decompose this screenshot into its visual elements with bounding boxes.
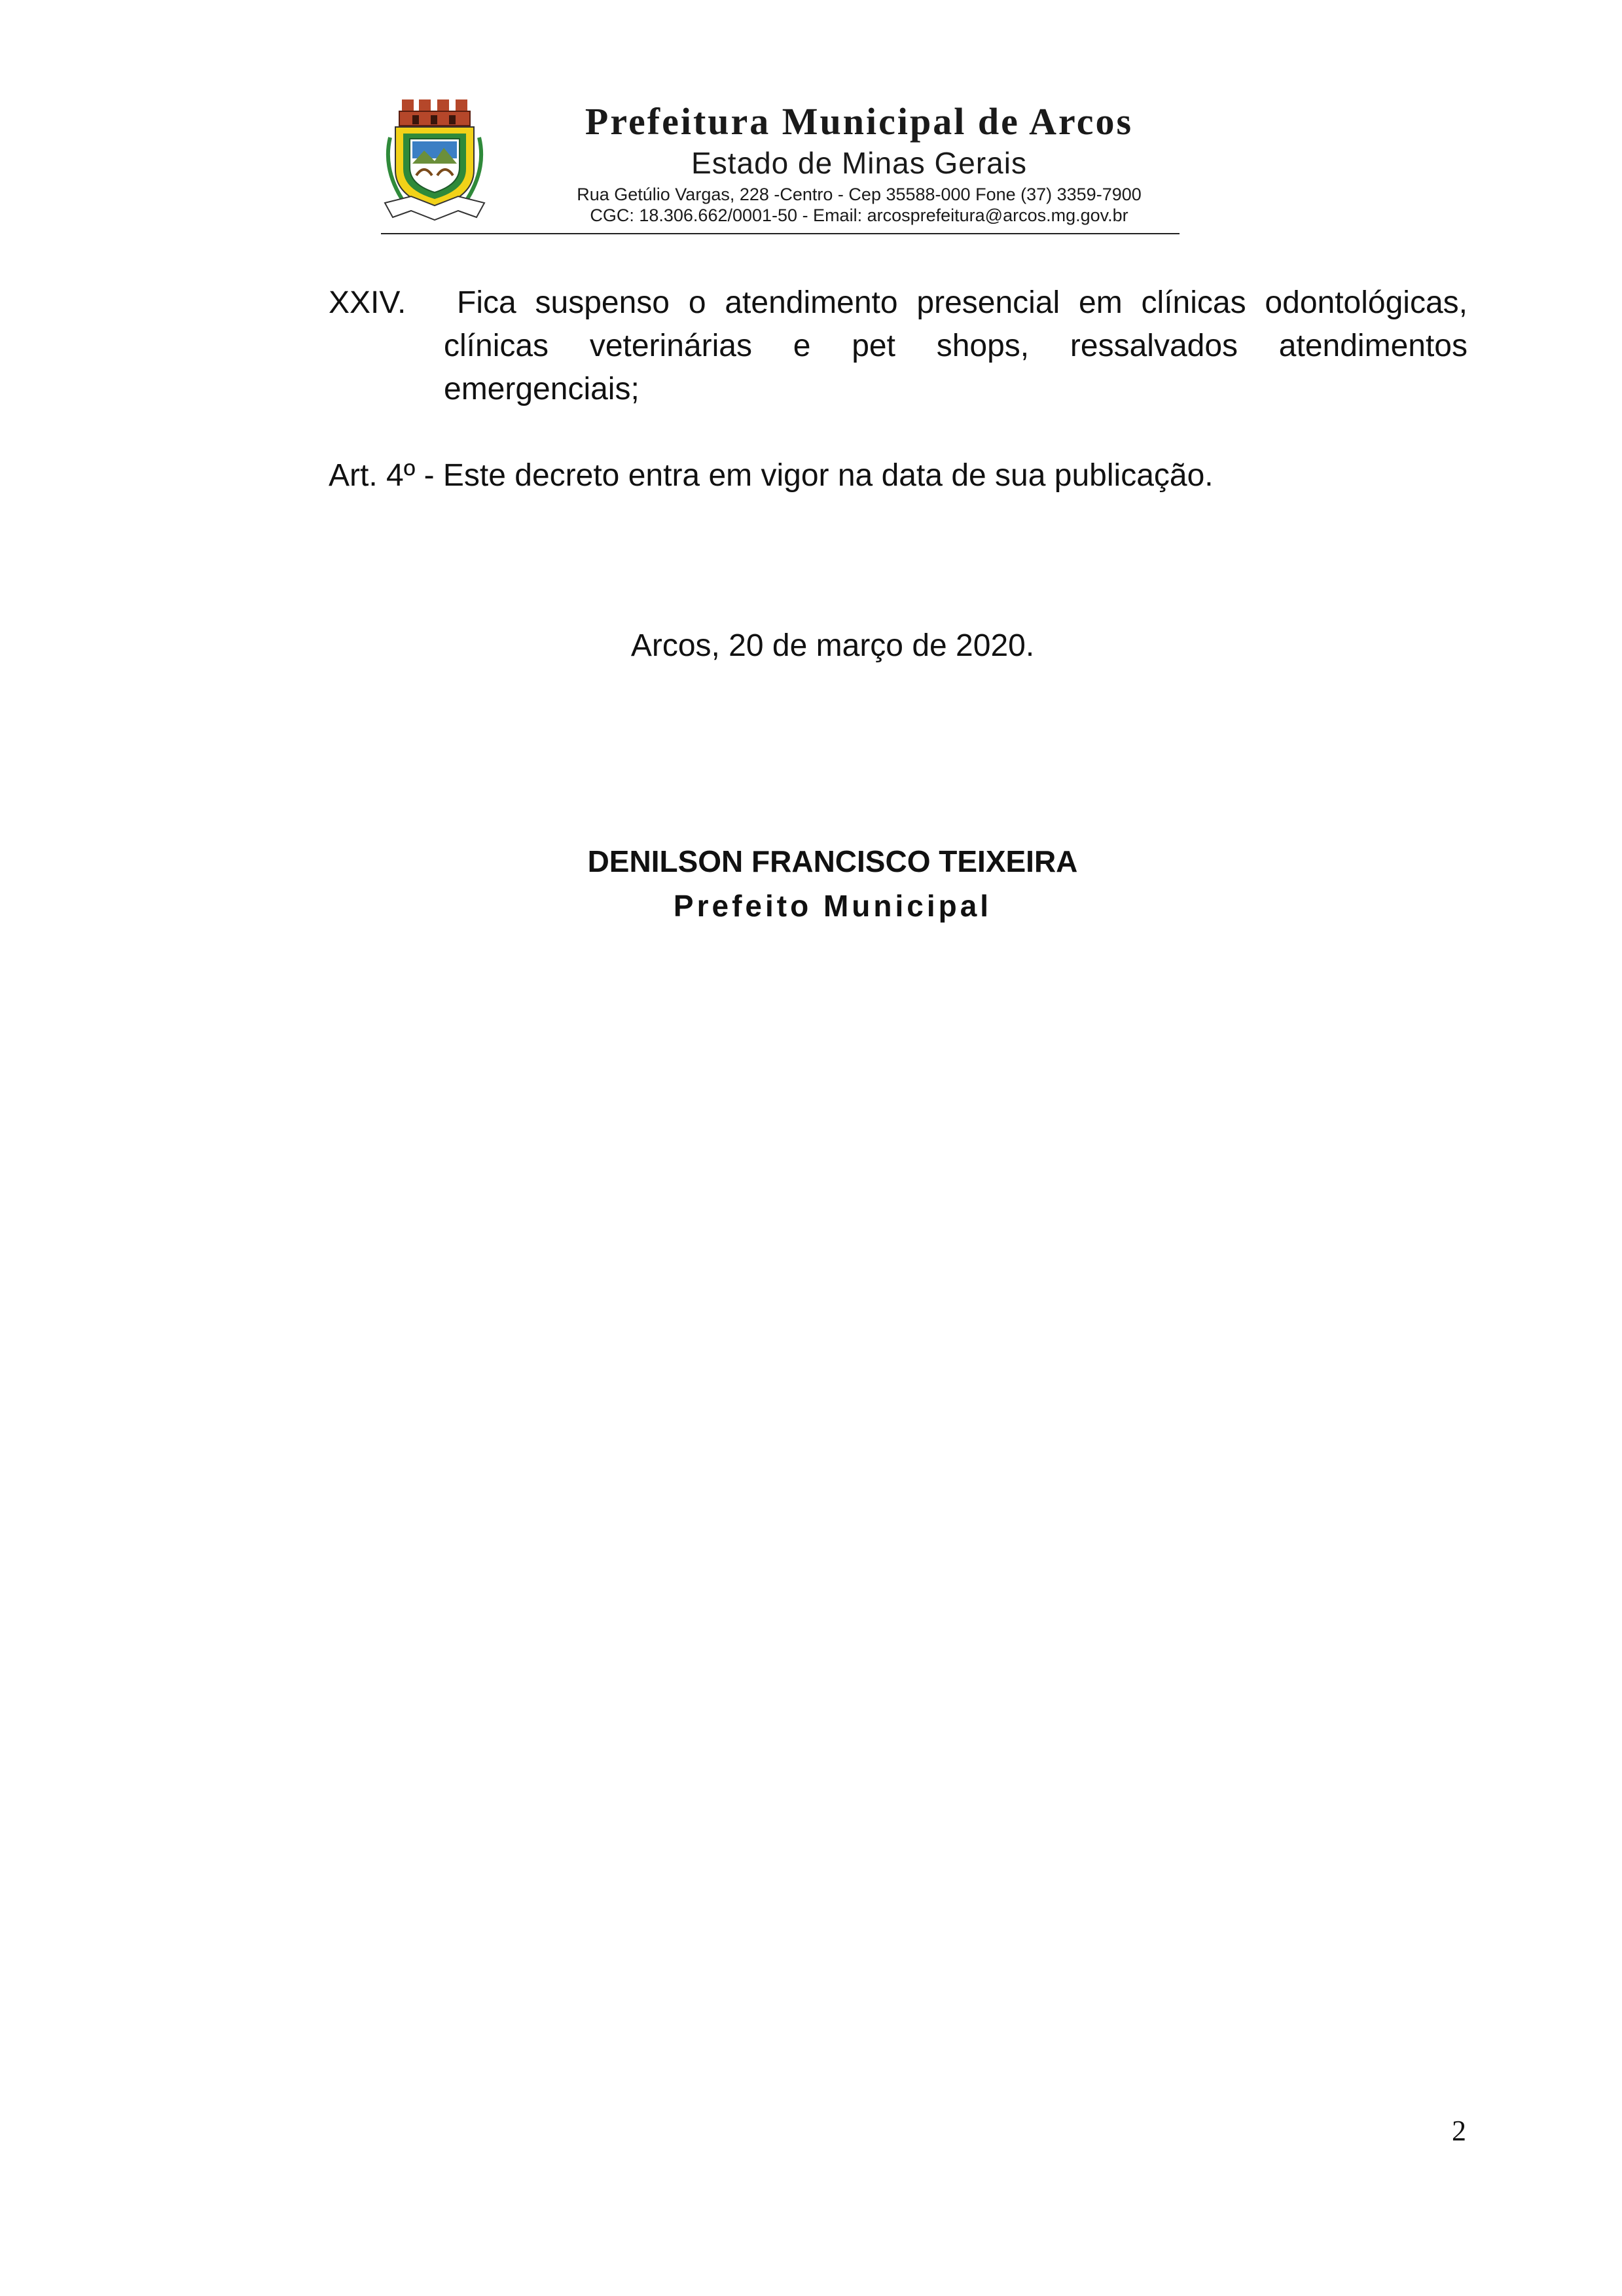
municipal-crest xyxy=(378,98,491,226)
date-line: Arcos, 20 de março de 2020. xyxy=(630,628,1035,663)
letterhead-title: Prefeitura Municipal de Arcos xyxy=(585,100,1134,143)
item-text: Fica suspenso o atendimento presencial em clínicas odontológicas, clínicas veterinárias e pet shops, ressalvados atendimentos emergenciais; xyxy=(444,285,1468,406)
letterhead-divider xyxy=(381,233,1180,234)
page-number: 2 xyxy=(1452,2115,1466,2147)
letterhead-address: Rua Getúlio Vargas, 228 -Centro - Cep 35588-000 Fone (37) 3359-7900 xyxy=(577,185,1142,204)
signatory-role: Prefeito Municipal xyxy=(673,889,992,923)
article-text: Art. 4º - Este decreto entra em vigor na data de sua publicação. xyxy=(329,458,1214,493)
letterhead-cgc: CGC: 18.306.662/0001-50 - Email: arcosprefeitura@arcos.mg.gov.br xyxy=(590,206,1128,225)
item-number: XXIV. xyxy=(329,285,406,320)
letterhead-state: Estado de Minas Gerais xyxy=(691,146,1027,180)
signatory-name: DENILSON FRANCISCO TEIXEIRA xyxy=(587,844,1078,878)
